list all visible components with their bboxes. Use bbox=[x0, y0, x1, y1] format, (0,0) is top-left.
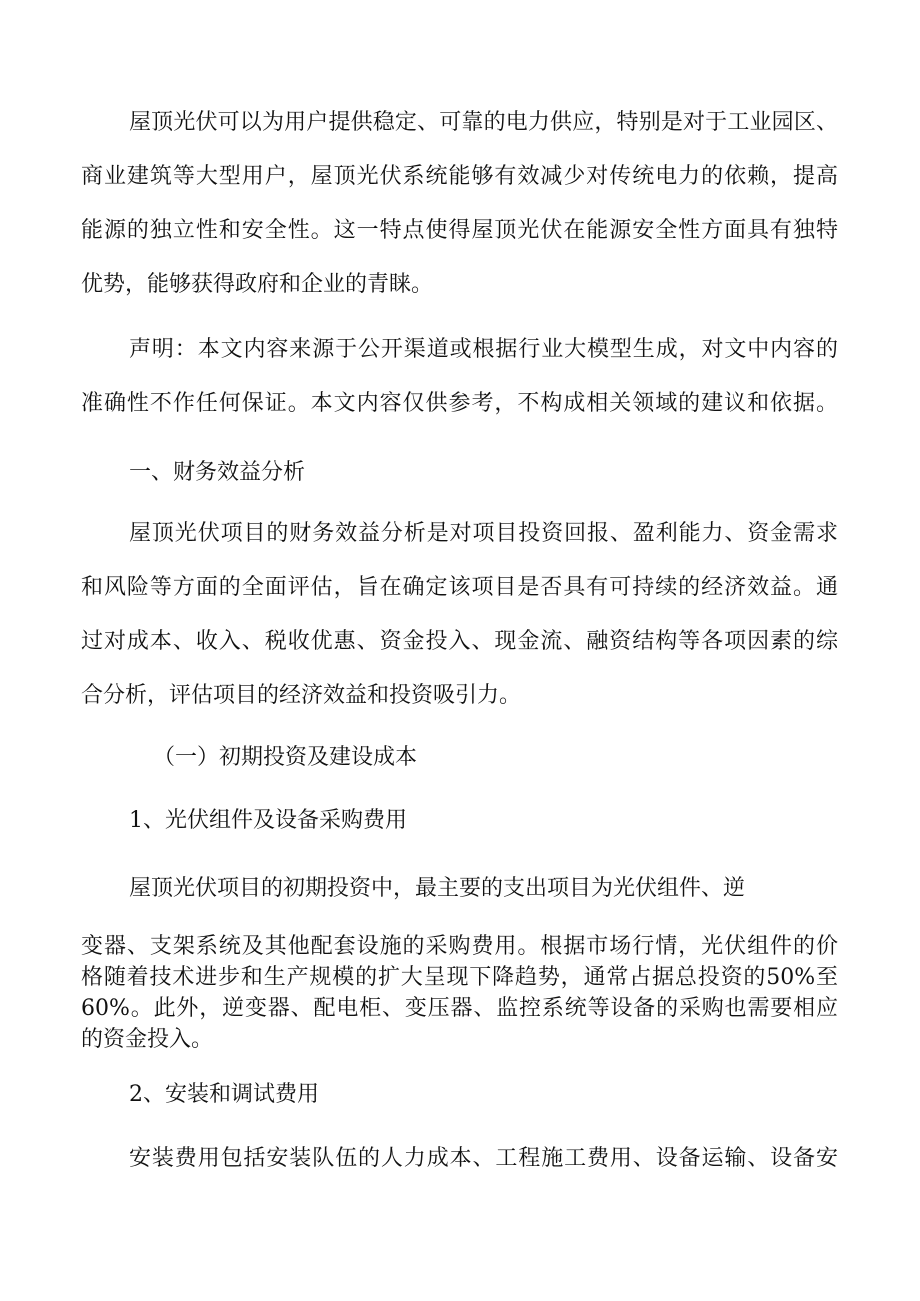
paragraph-1-line-4: 优势，能够获得政府和企业的青睐。 bbox=[81, 272, 434, 297]
paragraph-3-line-3: 过对成本、收入、税收优惠、资金投入、现金流、融资结构等各项因素的综 bbox=[81, 629, 838, 654]
subsection-heading-initial-investment: （一）初期投资及建设成本 bbox=[153, 745, 418, 770]
disclaimer-line-2: 准确性不作任何保证。本文内容仅供参考，不构成相关领域的建议和依据。 bbox=[81, 391, 838, 416]
paragraph-1-line-2: 商业建筑等大型用户，屋顶光伏系统能够有效减少对传统电力的依赖，提高 bbox=[81, 164, 838, 189]
paragraph-4-line-1: 屋顶光伏项目的初期投资中，最主要的支出项目为光伏组件、逆 bbox=[129, 876, 746, 901]
item-heading-equipment-procurement: 1、光伏组件及设备采购费用 bbox=[129, 808, 407, 833]
item-heading-installation-costs: 2、安装和调试费用 bbox=[129, 1082, 319, 1107]
section-heading-financial-analysis: 一、财务效益分析 bbox=[129, 460, 306, 485]
paragraph-3-line-2: 和风险等方面的全面评估，旨在确定该项目是否具有可持续的经济效益。通 bbox=[81, 575, 838, 600]
paragraph-4-line-3: 格随着技术进步和生产规模的扩大呈现下降趋势，通常占据总投资的50%至 bbox=[81, 965, 838, 990]
paragraph-4-line-4: 60%。此外，逆变器、配电柜、变压器、监控系统等设备的采购也需要相应 bbox=[81, 996, 838, 1021]
paragraph-1-line-3: 能源的独立性和安全性。这一特点使得屋顶光伏在能源安全性方面具有独特 bbox=[81, 218, 838, 243]
paragraph-5-line-1: 安装费用包括安装队伍的人力成本、工程施工费用、设备运输、设备安 bbox=[129, 1146, 838, 1171]
paragraph-4-line-2: 变器、支架系统及其他配套设施的采购费用。根据市场行情，光伏组件的价 bbox=[81, 934, 838, 959]
paragraph-4-line-5: 的资金投入。 bbox=[81, 1027, 214, 1052]
disclaimer-line-1: 声明：本文内容来源于公开渠道或根据行业大模型生成，对文中内容的 bbox=[129, 337, 838, 362]
paragraph-1-line-1: 屋顶光伏可以为用户提供稳定、可靠的电力供应，特别是对于工业园区、 bbox=[129, 110, 838, 135]
paragraph-3-line-1: 屋顶光伏项目的财务效益分析是对项目投资回报、盈利能力、资金需求 bbox=[129, 521, 838, 546]
paragraph-3-line-4: 合分析，评估项目的经济效益和投资吸引力。 bbox=[81, 683, 522, 708]
